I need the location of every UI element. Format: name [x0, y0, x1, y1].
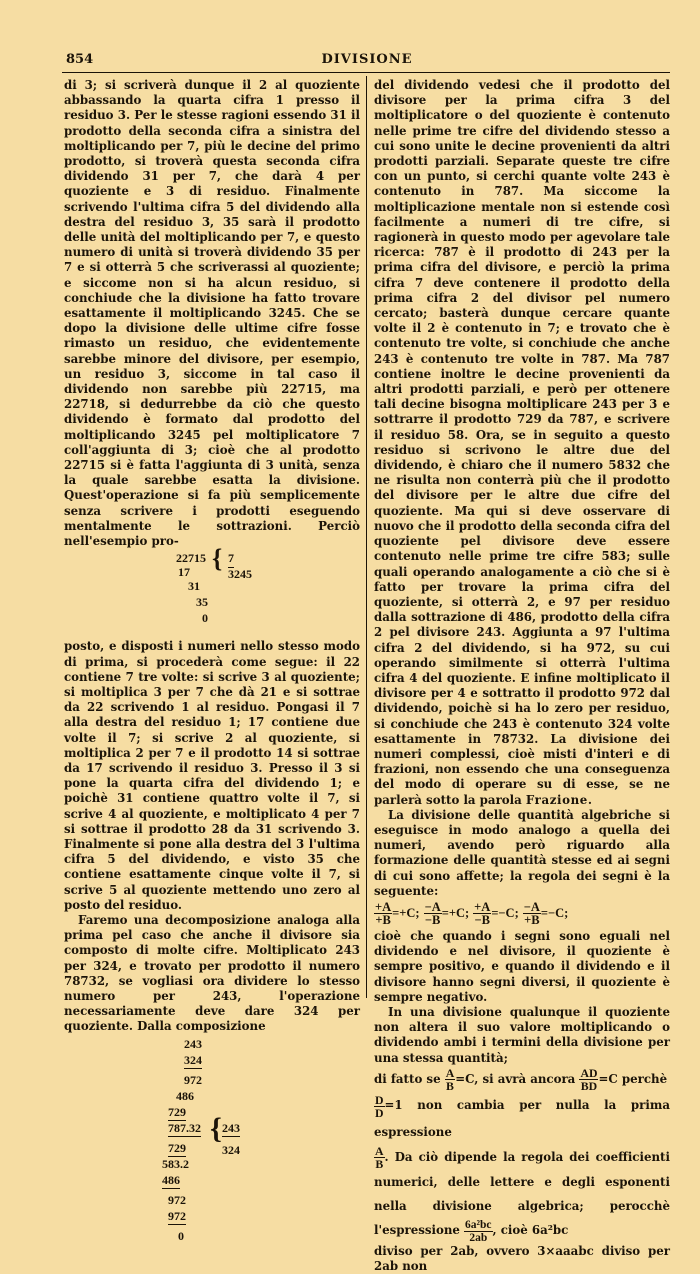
- sign-rules: [374, 901, 670, 926]
- right-column: [374, 78, 670, 1274]
- sign-rule-3-fraction: [473, 901, 491, 926]
- calc2-residue-2: 972: [168, 1192, 186, 1207]
- right-paragraph-4: In una divisione qualunque il quoziente non altera il suo valore moltiplicando o dividendo ambi i termini della divisione per una stessa quantità;: [374, 1004, 670, 1065]
- left-paragraph-1: di 3; si scriverà dunque il 2 al quoziente abbassando la quarta cifra 1 presso il residuo 3. Per le stesse ragioni essendo 31 il prodotto della seconda cifra a sinistra del moltiplicando per 7, più le decine del primo prodotto, si troverà questa seconda cifra dividendo 31 per 7, che darà 4 per quoziente e 3 di residuo. Finalmente scrivendo l'ultima cifra 5 del dividendo alla destra del residuo 3, 35 sarà il prodotto delle unità del moltiplicando per 7, e questo numero di unità si troverà dividendo 35 per 7 e si otterrà 5 che scriverassi al quoziente; e siccome non si ha alcun residuo, si conchiude che la divisione ha fatto trovare esattamente il moltiplicando 3245. Che se dopo la divisione delle ultime cifre fosse rimasto un residuo, che evidentemente sarebbe minore del divisore, per esempio, un residuo 3, siccome in tal caso il dividendo non sarebbe più 22715, ma 22718, si dedurrebbe da ciò che questo dividendo è formato dal prodotto del moltiplicando 3245 pel moltiplicatore 7 coll'aggiunta di 3; cioè che al prodotto 22715 si è fatta l'aggiunta di 3 unità, senza la quale sarebbe esatta la divisione. Quest'operazione si fa più semplicemente senza scrivere i prodotti eseguendo mentalmente le sottrazioni. Perciò nell'esempio pro-: [64, 78, 360, 549]
- p5-text-b: =C, si avrà ancora: [455, 1071, 576, 1086]
- calc1-residue-4: 0: [202, 611, 208, 626]
- cross-reference-frazione: Frazione.: [525, 792, 593, 807]
- left-column: [64, 78, 360, 1245]
- sign-rule-3-numerator: +A: [474, 899, 491, 914]
- right-paragraph-3: cioè che quando i segni sono eguali nel dividendo e nel divisore, il quoziente è sempre positivo, e quando il dividendo e il divisore hanno segni diversi, il quoziente è sempre negativo.: [374, 928, 670, 1004]
- calc1-residue-3: 35: [196, 595, 208, 610]
- calc2-dividend: 787.32: [168, 1121, 201, 1137]
- right-paragraph-2: La divisione delle quantità algebriche si eseguisce in modo analogo a quella dei numeri, avendo però riguardo alla formazione delle quantità stesse ed ai segni di cui sono affette; la regola dei segni è la seguente:: [374, 807, 670, 898]
- calc2-subtract-2: 486: [162, 1173, 180, 1189]
- calc2-partial-1: 972: [184, 1072, 202, 1087]
- p7-frac1-den: B: [375, 1157, 384, 1172]
- calc2-partial-2: 486: [176, 1088, 194, 1103]
- calc2-residue-1: 583.2: [162, 1156, 189, 1171]
- right-paragraph-5: [374, 1066, 670, 1145]
- left-paragraph-2: posto, e disposti i numeri nello stesso modo di prima, si procederà come segue: il 22 contiene 7 tre volte: si scrive 3 al quoziente; si moltiplica 3 per 7 che dà 21 e si sottrae da 22 scrivendo 1 al residuo. Pongasi il 7 alla destra del residuo 1; 17 contiene due volte il 7; si scrive 2 al quoziente, si moltiplica 2 per 7 e il prodotto 14 si sottrae da 17 scrivendo il residuo 3. Presso il 3 si pone la quarta cifra del dividendo 1; e poichè 31 contiene quattro volte il 7, si scrive 4 al quoziente, e moltiplicato 4 per 7 si sottrae il prodotto 28 da 31 scrivendo 3. Finalmente si pone alla destra del 3 l'ultima cifra 5 del dividendo, e visto 35 che contiene esattamente cinque volte il 7, si scrive 5 al quoziente mettendo uno zero al posto del residuo.: [64, 639, 360, 912]
- p5-text-c: =C perchè: [598, 1071, 668, 1086]
- running-title: DIVISIONE: [321, 52, 413, 67]
- p6-text: =1 non cambia per nulla la prima espressione: [374, 1098, 670, 1139]
- sign-rule-1-result: =+C;: [392, 905, 420, 920]
- p7-text-b: . Da ciò dipende la regola dei coefficienti numerici, delle lettere e degli esponenti nella divisione algebrica; perocchè l'espressione: [374, 1149, 670, 1238]
- calc1-brace: {: [212, 544, 223, 574]
- p5-frac1-num: A: [445, 1066, 455, 1081]
- sign-rule-1-denominator: +B: [375, 912, 391, 927]
- calc1-residue-2: 31: [188, 579, 200, 594]
- p5-text-a: di fatto se: [374, 1071, 441, 1086]
- sign-rule-3-denominator: −B: [474, 912, 490, 927]
- right-paragraph-7: [374, 1145, 670, 1244]
- p6-frac-num: D: [375, 1092, 384, 1107]
- calc1-divisor: 7: [228, 551, 234, 567]
- left-paragraph-3: Faremo una decomposizione analoga alla prima pel caso che anche il divisore sia composto di molte cifre. Moltiplicato 243 per 324, e trovato per prodotto il numero 78732, se vogliasi ora dividere lo stesso numero per 243, l'operazione necessariamente deve dare 324 per quoziente. Dalla composizione: [64, 912, 360, 1034]
- page-header: [66, 52, 668, 68]
- p7-text-c: , cioè 6a²bc: [492, 1223, 569, 1238]
- calc2-subtract-1: 729: [168, 1141, 186, 1157]
- sign-rule-3-result: =−C;: [491, 905, 519, 920]
- calc2-divisor: 243: [222, 1121, 240, 1137]
- calc1-quotient: 3245: [228, 567, 252, 582]
- page-number: 854: [66, 52, 94, 67]
- p5-frac2-num: AD: [580, 1066, 598, 1081]
- p7-fraction-2: [464, 1219, 492, 1244]
- division-example-2: [64, 1035, 360, 1245]
- sign-rule-1-fraction: [374, 901, 392, 926]
- sign-rule-2-numerator: −A: [424, 899, 441, 914]
- right-paragraph-1-text: del dividendo vedesi che il prodotto del divisore per la prima cifra 3 del moltiplicatore o del quoziente è contenuto nelle prime tre cifre del dividendo stesso a cui sono unite le decine provenienti da altri prodotti parziali. Separate queste tre cifre con un punto, si cerchi quante volte 243 è contenuto in 787. Ma siccome la moltiplicazione mentale non si estende così facilmente a numeri di tre cifre, si ragionerà in questo modo per agevolare tale ricerca: 787 è il prodotto di 243 per la prima cifra del divisore, e perciò la prima cifra 7 deve contenere il prodotto della prima cifra 2 del divisor pel numero cercato; basterà dunque cercare quante volte il 2 è contenuto in 7; e trovato che è contenuto tre volte, si conchiude che anche 243 è contenuto tre volte in 787. Ma 787 contiene inoltre le decine provenienti da altri prodotti parziali, e però per ottenere tali decine bisogna moltiplicare 243 per 3 e sottrarre il prodotto 729 da 787, e scrivere il residuo 58. Ora, se in seguito a questo residuo si scrivono le altre due del dividendo, è chiaro che il numero 5832 che ne risulta non conterrà più che il prodotto del divisore per le altre due cifre del quoziente. Ma qui si deve osservare di nuovo che il prodotto della seconda cifra del quoziente pel divisore deve essere contenuto nelle prime tre cifre 583; sulle quali operando analogamente a ciò che si è fatto per trovare la prima cifra del quoziente, si otterrà 2, e 97 per residuo dalla sottrazione di 486, prodotto della cifra 2 pel divisore 243. Aggiunta a 97 l'ultima cifra 2 del dividendo, si ha 972, su cui operando similmente si otterrà l'ultima cifra 4 del quoziente. E infine moltiplicato il divisore per 4 e sottratto il prodotto 972 dal dividendo, poichè si ha lo zero per residuo, si conchiude che 243 è contenuto 324 volte esattamente in 78732. La divisione dei numeri complessi, cioè misti d'interi e di frazioni, non essendo che una conseguenza del modo di operare su di esse, se ne parlerà sotto la parola: [374, 78, 670, 807]
- right-paragraph-8: diviso per 2ab, ovvero 3×aaabc diviso per 2ab non: [374, 1243, 670, 1273]
- p5-fraction-2: [579, 1067, 598, 1092]
- p7-frac2-den: 2ab: [469, 1231, 488, 1244]
- p5-fraction-1: [445, 1067, 456, 1092]
- calc2-brace: {: [210, 1111, 222, 1145]
- sign-rule-1-numerator: +A: [375, 899, 392, 914]
- sign-rule-2-denominator: −B: [424, 912, 441, 927]
- right-paragraph-1: [374, 78, 670, 808]
- calc2-partial-3: 729: [168, 1105, 186, 1121]
- column-divider: [366, 76, 367, 998]
- sign-rule-2-result: =+C;: [441, 905, 470, 920]
- calc2-multiplicand: 243: [184, 1036, 202, 1051]
- calc2-quotient: 324: [222, 1142, 240, 1157]
- calc2-final-residue: 0: [178, 1228, 184, 1243]
- sign-rule-4-fraction: [523, 901, 541, 926]
- p7-fraction-1: [374, 1145, 385, 1170]
- calc1-dividend: 22715: [176, 551, 206, 566]
- calc2-multiplier: 324: [184, 1053, 202, 1069]
- sign-rule-4-result: =−C;: [540, 905, 569, 920]
- sign-rule-4-denominator: +B: [524, 912, 540, 927]
- p7-frac1-num: A: [375, 1144, 384, 1159]
- p5-frac1-den: B: [446, 1079, 454, 1094]
- p7-frac2-num: 6a²bc: [465, 1218, 492, 1231]
- division-example-1: [64, 544, 360, 641]
- calc2-subtract-3: 972: [168, 1209, 186, 1225]
- header-rule: [62, 72, 670, 73]
- sign-rule-2-fraction: [424, 901, 442, 926]
- p6-frac-den: D: [375, 1105, 384, 1120]
- p5-frac2-den: BD: [580, 1079, 598, 1094]
- calc1-residue-1: 17: [178, 565, 190, 580]
- p6-fraction: [374, 1094, 385, 1119]
- sign-rule-4-numerator: −A: [523, 899, 540, 914]
